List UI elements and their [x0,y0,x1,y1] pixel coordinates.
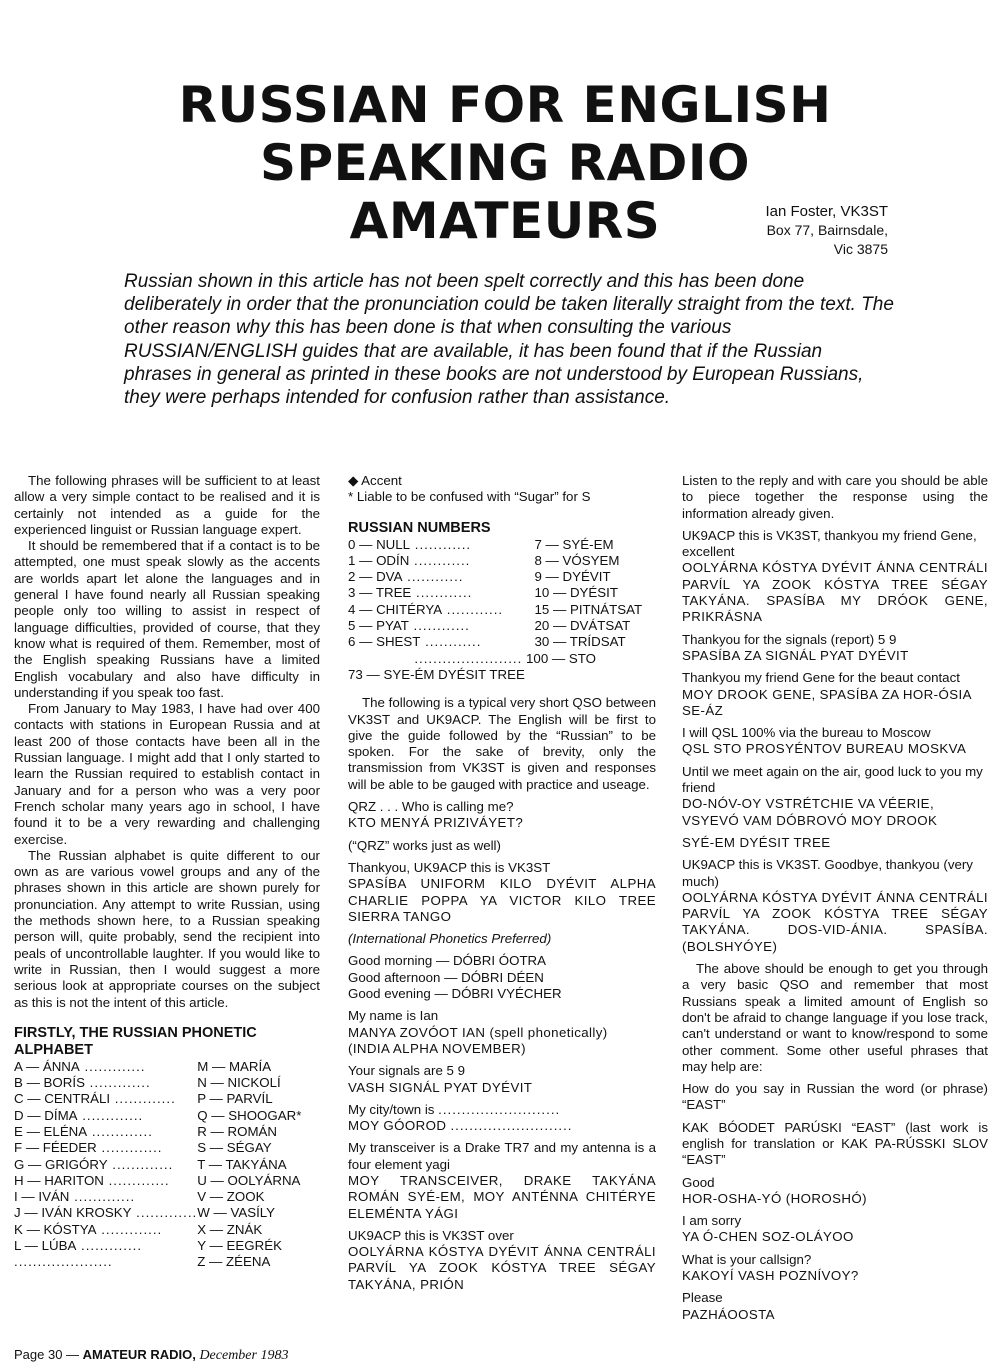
name-english: My name is Ian [348,1008,439,1024]
gene-russian: OOLYÁRNA KÓSTYA DYÉVIT ÁNNA CENTRÁLI PARVÍL YA ZOOK KÓSTYA TREE SÉGAY TAKYÁNA. SPASÍBA MY DRÓOK GENE, PRIKRÁSNA [682,560,988,625]
luck-russian: DO-NÓV-OY VSTRÉTCHIE VA VÉERIE, VSYEVÓ VAM DÓBROVÓ MOY DROOK [682,796,938,828]
seventy-three-russian: SYÉ-EM DYÉSIT TREE [682,834,831,850]
accent-note: ◆ Accent [348,473,402,488]
good-russian: HOR-OSHA-YÓ (HOROSHÓ) [682,1190,867,1206]
alphabet-letter-left: C — CENTRÁLI ............. [14,1091,176,1107]
alphabet-row [14,1205,320,1221]
sugar-note: * Liable to be confused with “Sugar” for S [348,489,591,505]
number-left: 4 — CHITÉRYA ............ [348,601,504,617]
good-english: Good [682,1174,715,1190]
alphabet-row [14,1157,320,1173]
number-row [348,634,656,650]
alphabet-letter-right: Q — SHOOGAR* [197,1107,302,1123]
alphabet-letter-right: X — ZNÁK [197,1221,263,1237]
city-english: My city/town is .......................... [348,1101,561,1117]
paragraph: From January to May 1983, I have had over 400 contacts with stations in European Russia and at least 200 of those contacts have been all in the Russian language. I might add that I only started to learn the Russian required to establish contact in January and for a person who was a very poor French scholar many years ago in school, I have found it to be a very rewarding and challenging exercise. [14,701,320,847]
alphabet-letter-left: I — IVÁN ............. [14,1189,136,1205]
alphabet-row [14,1140,320,1156]
alphabet-letter-right: R — ROMÁN [197,1123,278,1139]
alphabet-row [14,1108,320,1124]
page-footer [14,1347,288,1364]
number-row [348,553,656,569]
signals-english: Your signals are 5 9 [348,1063,466,1079]
please-russian: PAZHÁOOSTA [682,1306,775,1322]
alphabet-letter-right: Z — ZÉENA [197,1254,271,1270]
thanks-russian: SPASÍBA UNIFORM KILO DYÉVIT ALPHA CHARLIE POPPA YA VICTOR KILO TREE SIERRA TANGO [348,876,656,924]
number-73: 73 — SYE-ÉM DYÉSIT TREE [348,666,525,682]
bye-russian: OOLYÁRNA KÓSTYA DYÉVIT ÁNNA CENTRÁLI PARVÍL YA ZOOK KÓSTYA TREE SÉGAY TAKYÁNA. DOS-VID-ÁNIA. SPASÍBA. (BOLSHYÓYE) [682,889,988,954]
alphabet-row [14,1173,320,1189]
city-russian: MOY GÓOROD .......................... [348,1118,573,1134]
listen-paragraph: Listen to the reply and with care you should be able to piece together the response using the information already given. [682,473,988,521]
alphabet-letter-right: M — MARÍA [197,1058,272,1074]
alphabet-letter-right: P — PARVÍL [197,1091,273,1107]
name-russian: MANYA ZOVÓOT IAN (spell phonetically) [348,1024,608,1040]
intro-text: Russian shown in this article has not been spelt correctly and this has been done deliberately in order that the pronunciation could be taken literally straight from the text. The other reason why this has been done is that when consulting the various RUSSIAN/ENGLISH guides that are available, it has been found that if the Russian phrases in general as printed in these books are not understood by European Russians, they were perhaps intended for confusion rather than assistance. [124,271,894,409]
number-left: 6 — SHEST ............ [348,634,482,650]
issue-date: December 1983 [199,1348,289,1363]
over-english: UK9ACP this is VK3ST over [348,1227,514,1243]
closing-paragraph: The above should be enough to get you through a very basic QSO and remember that most Russians speak a limited amount of English so don't be afraid to change language if you lose track, can't understand or want to know/respond to some other comment. Some other useful phrases that may help are: [682,961,988,1074]
number-right: 10 — DYÉSIT [534,585,618,601]
phonetics-note: (International Phonetics Preferred) [348,931,552,947]
qsl-english: I will QSL 100% via the bureau to Moscow [682,725,931,741]
column-2 [348,473,656,1293]
alphabet-row [14,1222,320,1238]
please-english: Please [682,1290,723,1306]
alphabet-letter-left: L — LÚBA ............. [14,1238,143,1254]
number-100: ....................... 100 — STO [414,650,596,666]
thanks-english: Thankyou, UK9ACP this is VK3ST [348,859,551,875]
callsign-english: What is your callsign? [682,1251,812,1267]
alphabet-letter-left: H — HARITON ............. [14,1172,170,1188]
signals-russian: VASH SIGNÁL PYAT DYÉVIT [348,1079,533,1095]
magazine-name: AMATEUR RADIO, [82,1347,196,1362]
paragraph: The following phrases will be sufficient to at least allow a very simple contact to be realised and it is certainly not intended as a guide for the experienced linguist or Russian language expert. [14,473,320,537]
phonetic-alphabet-table [14,1059,320,1271]
alphabet-row [14,1091,320,1107]
howdo-russian: KAK BÓODET PARÚSKI “EAST” (last work is english for translation or KAK PA-RÚSSKI SLOV “EAST” [682,1119,988,1168]
title-line-2: SPEAKING RADIO [260,134,750,192]
author-address: Box 77, Bairnsdale, Vic 3875 [766,222,888,257]
alphabet-letter-right: U — OOLYÁRNA [197,1172,301,1188]
number-right: 30 — TRÍDSAT [534,634,626,650]
number-right: 8 — VÓSYEM [534,552,620,568]
alphabet-letter-right: W — VASÍLY [197,1205,276,1221]
number-row [348,585,656,601]
greeting-evening: Good evening — DÓBRI VYÉCHER [348,986,562,1002]
column-3 [682,473,988,1323]
qrz-english: QRZ . . . Who is calling me? [348,799,514,815]
alphabet-letter-right: S — SÉGAY [197,1140,272,1156]
alphabet-letter-left: F — FÉEDER ............. [14,1140,163,1156]
alphabet-letter-left: K — KÓSTYA ............. [14,1221,163,1237]
russian-numbers-table [348,537,656,651]
contact-english: Thankyou my friend Gene for the beaut contact [682,670,960,686]
alphabet-row [14,1189,320,1205]
qrz-note: (“QRZ” works just as well) [348,837,501,853]
alphabet-letter-right: V — ZOOK [197,1189,265,1205]
number-row [348,602,656,618]
alphabet-letter-left: B — BORÍS ............. [14,1075,151,1091]
name-russian-spelling: (INDIA ALPHA NOVEMBER) [348,1040,527,1056]
number-right: 20 — DVÁTSAT [534,618,631,634]
intro-paragraph [124,270,894,409]
number-left: 1 — ODÍN ............ [348,552,471,568]
alphabet-row [14,1124,320,1140]
alphabet-letter-left: G — GRIGÓRY ............. [14,1156,174,1172]
bye-english: UK9ACP this is VK3ST. Goodbye, thankyou (very much) [682,857,973,889]
sorry-english: I am sorry [682,1213,742,1229]
number-left: 5 — PYAT ............ [348,618,470,634]
number-left: 3 — TREE ............ [348,585,473,601]
alphabet-letter-left: D — DÍMA ............. [14,1107,144,1123]
alphabet-letter-left: J — IVÁN KROSKY ............. [14,1205,198,1221]
rig-russian: MOY TRANSCEIVER, DRAKE TAKYÁNA ROMÁN SYÉ-EM, MOY ANTÉNNA CHITÉRYE ELEMÉNTA YÁGI [348,1172,656,1221]
greeting-morning: Good morning — DÓBRI ÓOTRA [348,953,547,969]
alphabet-letter-right: N — NICKOLÍ [197,1075,281,1091]
title-line-3: AMATEURS [349,192,661,250]
author-name: Ian Foster, VK3ST [765,203,888,220]
howdo-english: How do you say in Russian the word (or phrase) “EAST” [682,1081,988,1113]
number-right: 15 — PITNÁTSAT [534,601,643,617]
contact-russian: MOY DROOK GENE, SPASÍBA ZA HOR-ÓSIA SE-ÁZ [682,686,972,718]
rig-english: My transceiver is a Drake TR7 and my antenna is a four element yagi [348,1140,656,1172]
number-row [348,618,656,634]
report-russian: SPASÍBA ZA SIGNÁL PYAT DYÉVIT [682,647,909,663]
alphabet-row [14,1075,320,1091]
greeting-afternoon: Good afternoon — DÓBRI DÉEN [348,969,544,985]
qso-intro: The following is a typical very short QSO between VK3ST and UK9ACP. The English will be first to give the guide followed by the “Russian” to be spoken. For the sake of brevity, only the transmission from VK3ST is given and responses will be able to be gauged with practice and useage. [348,695,656,792]
alphabet-letter-left: E — ELÉNA ............. [14,1123,153,1139]
alphabet-heading: FIRSTLY, THE RUSSIAN PHONETIC ALPHABET [14,1024,257,1058]
over-russian: OOLYÁRNA KÓSTYA DYÉVIT ÁNNA CENTRÁLI PARVÍL YA ZOOK KÓSTYA TREE SÉGAY TAKYÁNA, PRIÓN [348,1244,656,1292]
byline [760,202,888,259]
qrz-russian: KTO MENYÁ PRIZIVÁYET? [348,815,524,831]
number-left: 2 — DVA ............ [348,569,464,585]
report-english: Thankyou for the signals (report) 5 9 [682,631,897,647]
numbers-heading: RUSSIAN NUMBERS [348,519,491,536]
paragraph: It should be remembered that if a contact is to be attempted, one must speak slowly as the accents are worlds apart let alone the languages and in general I have found nearly all Russian speaking people only too willing to assist in respect of language difficulties, provided of course, that they know what is required of them. Remember, most of the English speaking Russians have a limited English vocabulary and also have difficulty in understanding if you speak too fast. [14,538,320,700]
number-row [348,537,656,553]
number-row [348,569,656,585]
callsign-russian: KAKOYÍ VASH POZNÍVOY? [682,1268,859,1284]
alphabet-letter-left: A — ÁNNA ............. [14,1058,146,1074]
qsl-russian: QSL STO PROSYÉNTOV BUREAU MOSKVA [682,741,967,757]
alphabet-letter-left: ..................... [14,1254,113,1270]
paragraph: The Russian alphabet is quite different to our own as are various vowel groups and any of the phrases shown in this article are shown purely for pronunciation. Any attempt to write Russian, using the methods shown here, to a Russian speaking person will, quite probably, send the recipient into peals of uncontrollable laughter. If you would like to write in Russian, then I would suggest a more serious look at appropriate courses on the subject as this is not the intent of this article. [14,847,320,1010]
alphabet-letter-right: T — TAKYÁNA [197,1156,287,1172]
number-right: 9 — DYÉVIT [534,569,611,585]
alphabet-row [14,1254,320,1270]
number-right: 7 — SYÉ-EM [534,536,614,552]
sorry-russian: YA Ó-CHEN SOZ-OLÁYOO [682,1229,854,1245]
alphabet-row [14,1059,320,1075]
column-1 [14,473,320,1271]
alphabet-letter-right: Y — EEGRÉK [197,1238,282,1254]
gene-english: UK9ACP this is VK3ST, thankyou my friend Gene, excellent [682,527,977,560]
page-number: Page 30 — [14,1347,80,1362]
number-left: 0 — NULL ............ [348,536,472,552]
title-line-1: RUSSIAN FOR ENGLISH [178,76,832,134]
alphabet-row [14,1238,320,1254]
luck-english: Until we meet again on the air, good luck to you my friend [682,763,983,796]
